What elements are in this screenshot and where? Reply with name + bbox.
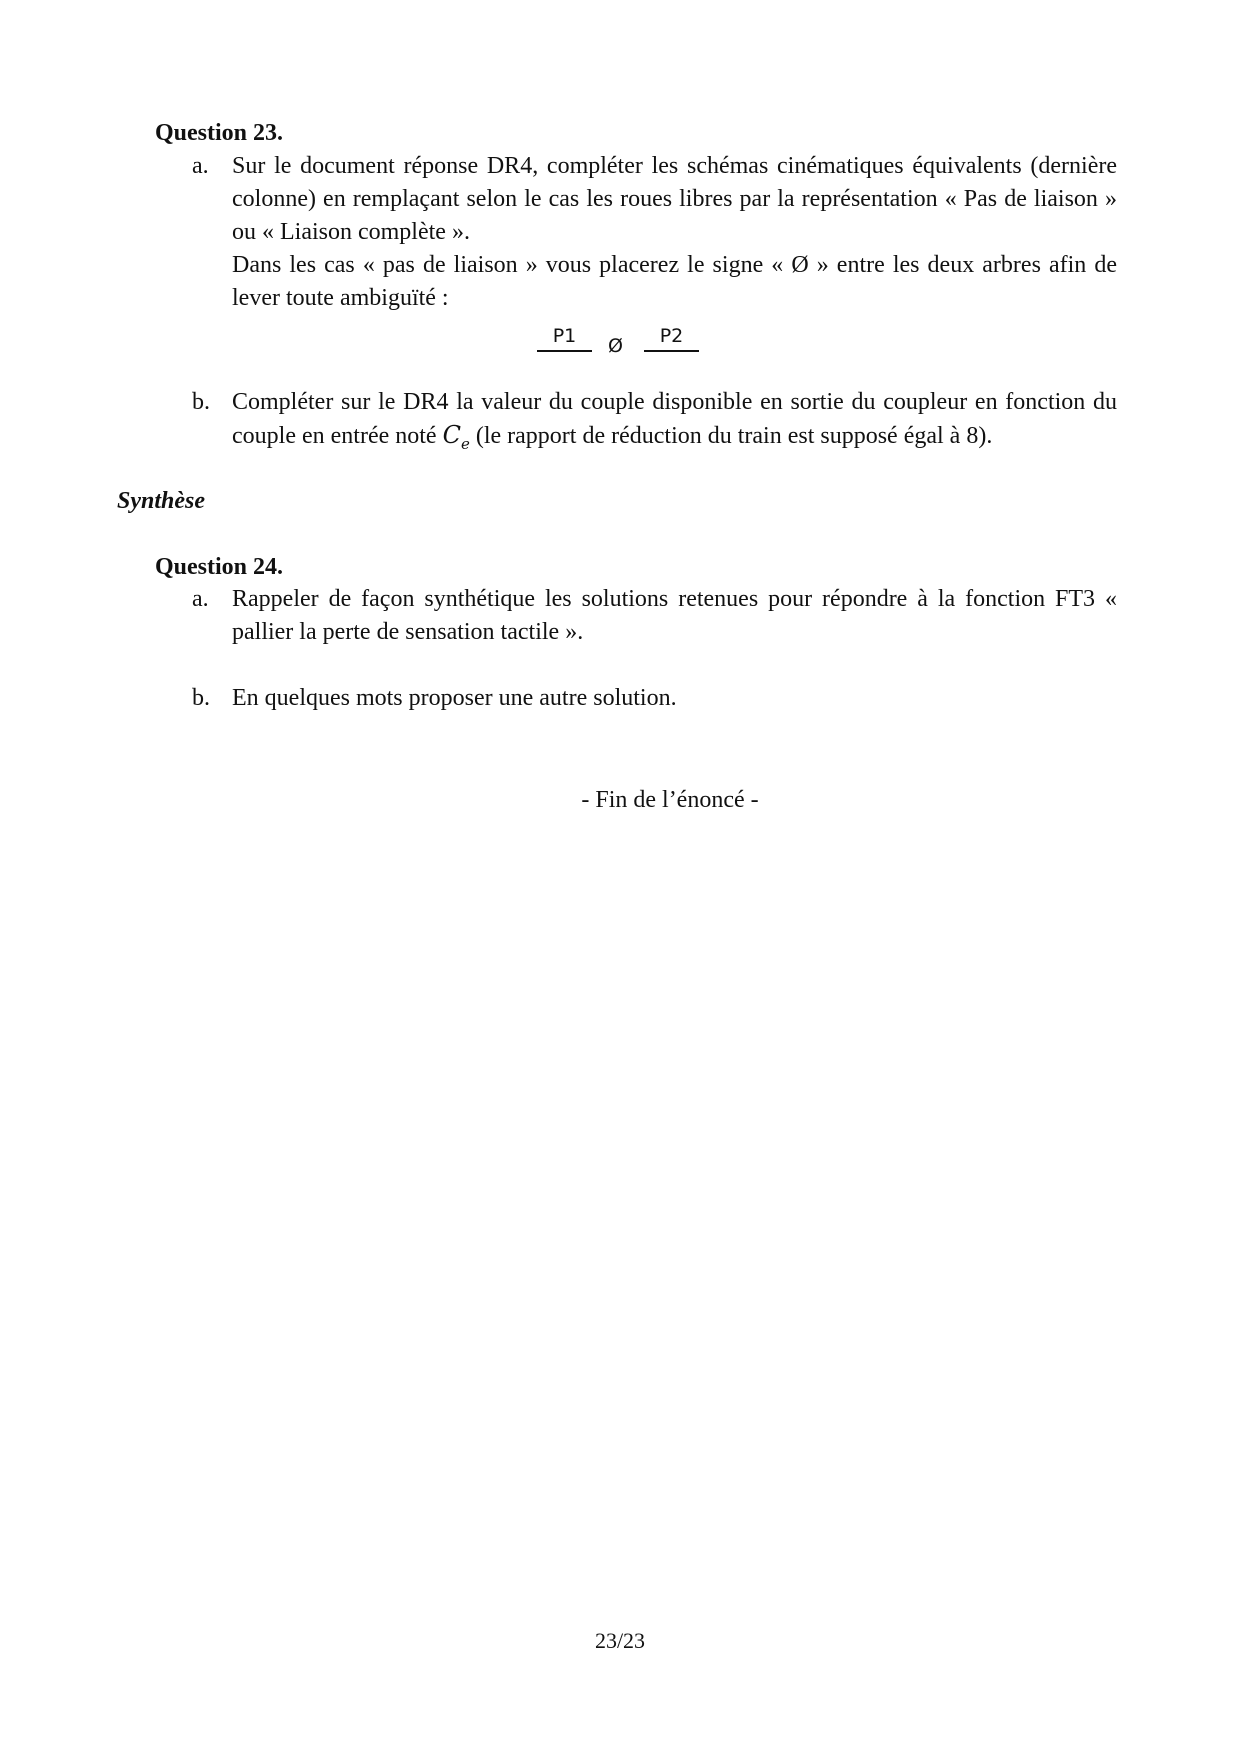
shaft-p2-label: P2	[659, 325, 684, 347]
input-torque-variable	[442, 421, 470, 453]
no-link-symbol: Ø	[608, 335, 623, 357]
question-24-item-a	[192, 583, 1117, 653]
item-a-text	[232, 150, 1117, 315]
pas-de-liaison-schema	[532, 325, 712, 365]
item-b-text-before: Compléter sur le DR4 la valeur du couple disponible en sortie du coupleur en fonction du couple en entrée noté	[232, 389, 1117, 449]
item-b-text-after: (le rapport de réduction du train est supposé égal à 8).	[475, 423, 993, 449]
question-24-item-b	[192, 682, 1117, 717]
shaft-p1-label: P1	[552, 325, 577, 347]
question-24-title: Question 24.	[155, 554, 284, 580]
torque-subscript: e	[460, 434, 470, 453]
torque-symbol: C	[442, 421, 461, 449]
item-a-letter: a.	[192, 153, 209, 179]
item-b-letter: b.	[192, 389, 210, 415]
question-23-item-b	[192, 386, 1117, 456]
section-synthese-title: Synthèse	[117, 488, 206, 514]
item-a-letter: a.	[192, 586, 209, 612]
question-23-title: Question 23.	[155, 120, 284, 146]
shaft-p2	[644, 325, 699, 352]
item-b-text	[232, 386, 1117, 461]
item-a-paragraph-2: Dans les cas « pas de liaison » vous placerez le signe « Ø » entre les deux arbres afin de lever toute ambiguïté :	[232, 252, 1117, 311]
item-b-text: En quelques mots proposer une autre solution.	[232, 685, 677, 711]
page-number: 23/23	[594, 1628, 646, 1653]
end-of-statement: - Fin de l’énoncé -	[581, 787, 759, 813]
item-a-paragraph-1: Sur le document réponse DR4, compléter les schémas cinématiques équivalents (dernière colonne) en remplaçant selon le cas les roues libres par la représentation « Pas de liaison » ou « Liaison complète ».	[232, 153, 1117, 245]
item-b-letter: b.	[192, 685, 210, 711]
item-a-text: Rappeler de façon synthétique les solutions retenues pour répondre à la fonction FT3 « pallier la perte de sensation tactile ».	[232, 586, 1117, 645]
shaft-p1	[537, 325, 592, 352]
question-23-item-a	[192, 150, 1117, 320]
